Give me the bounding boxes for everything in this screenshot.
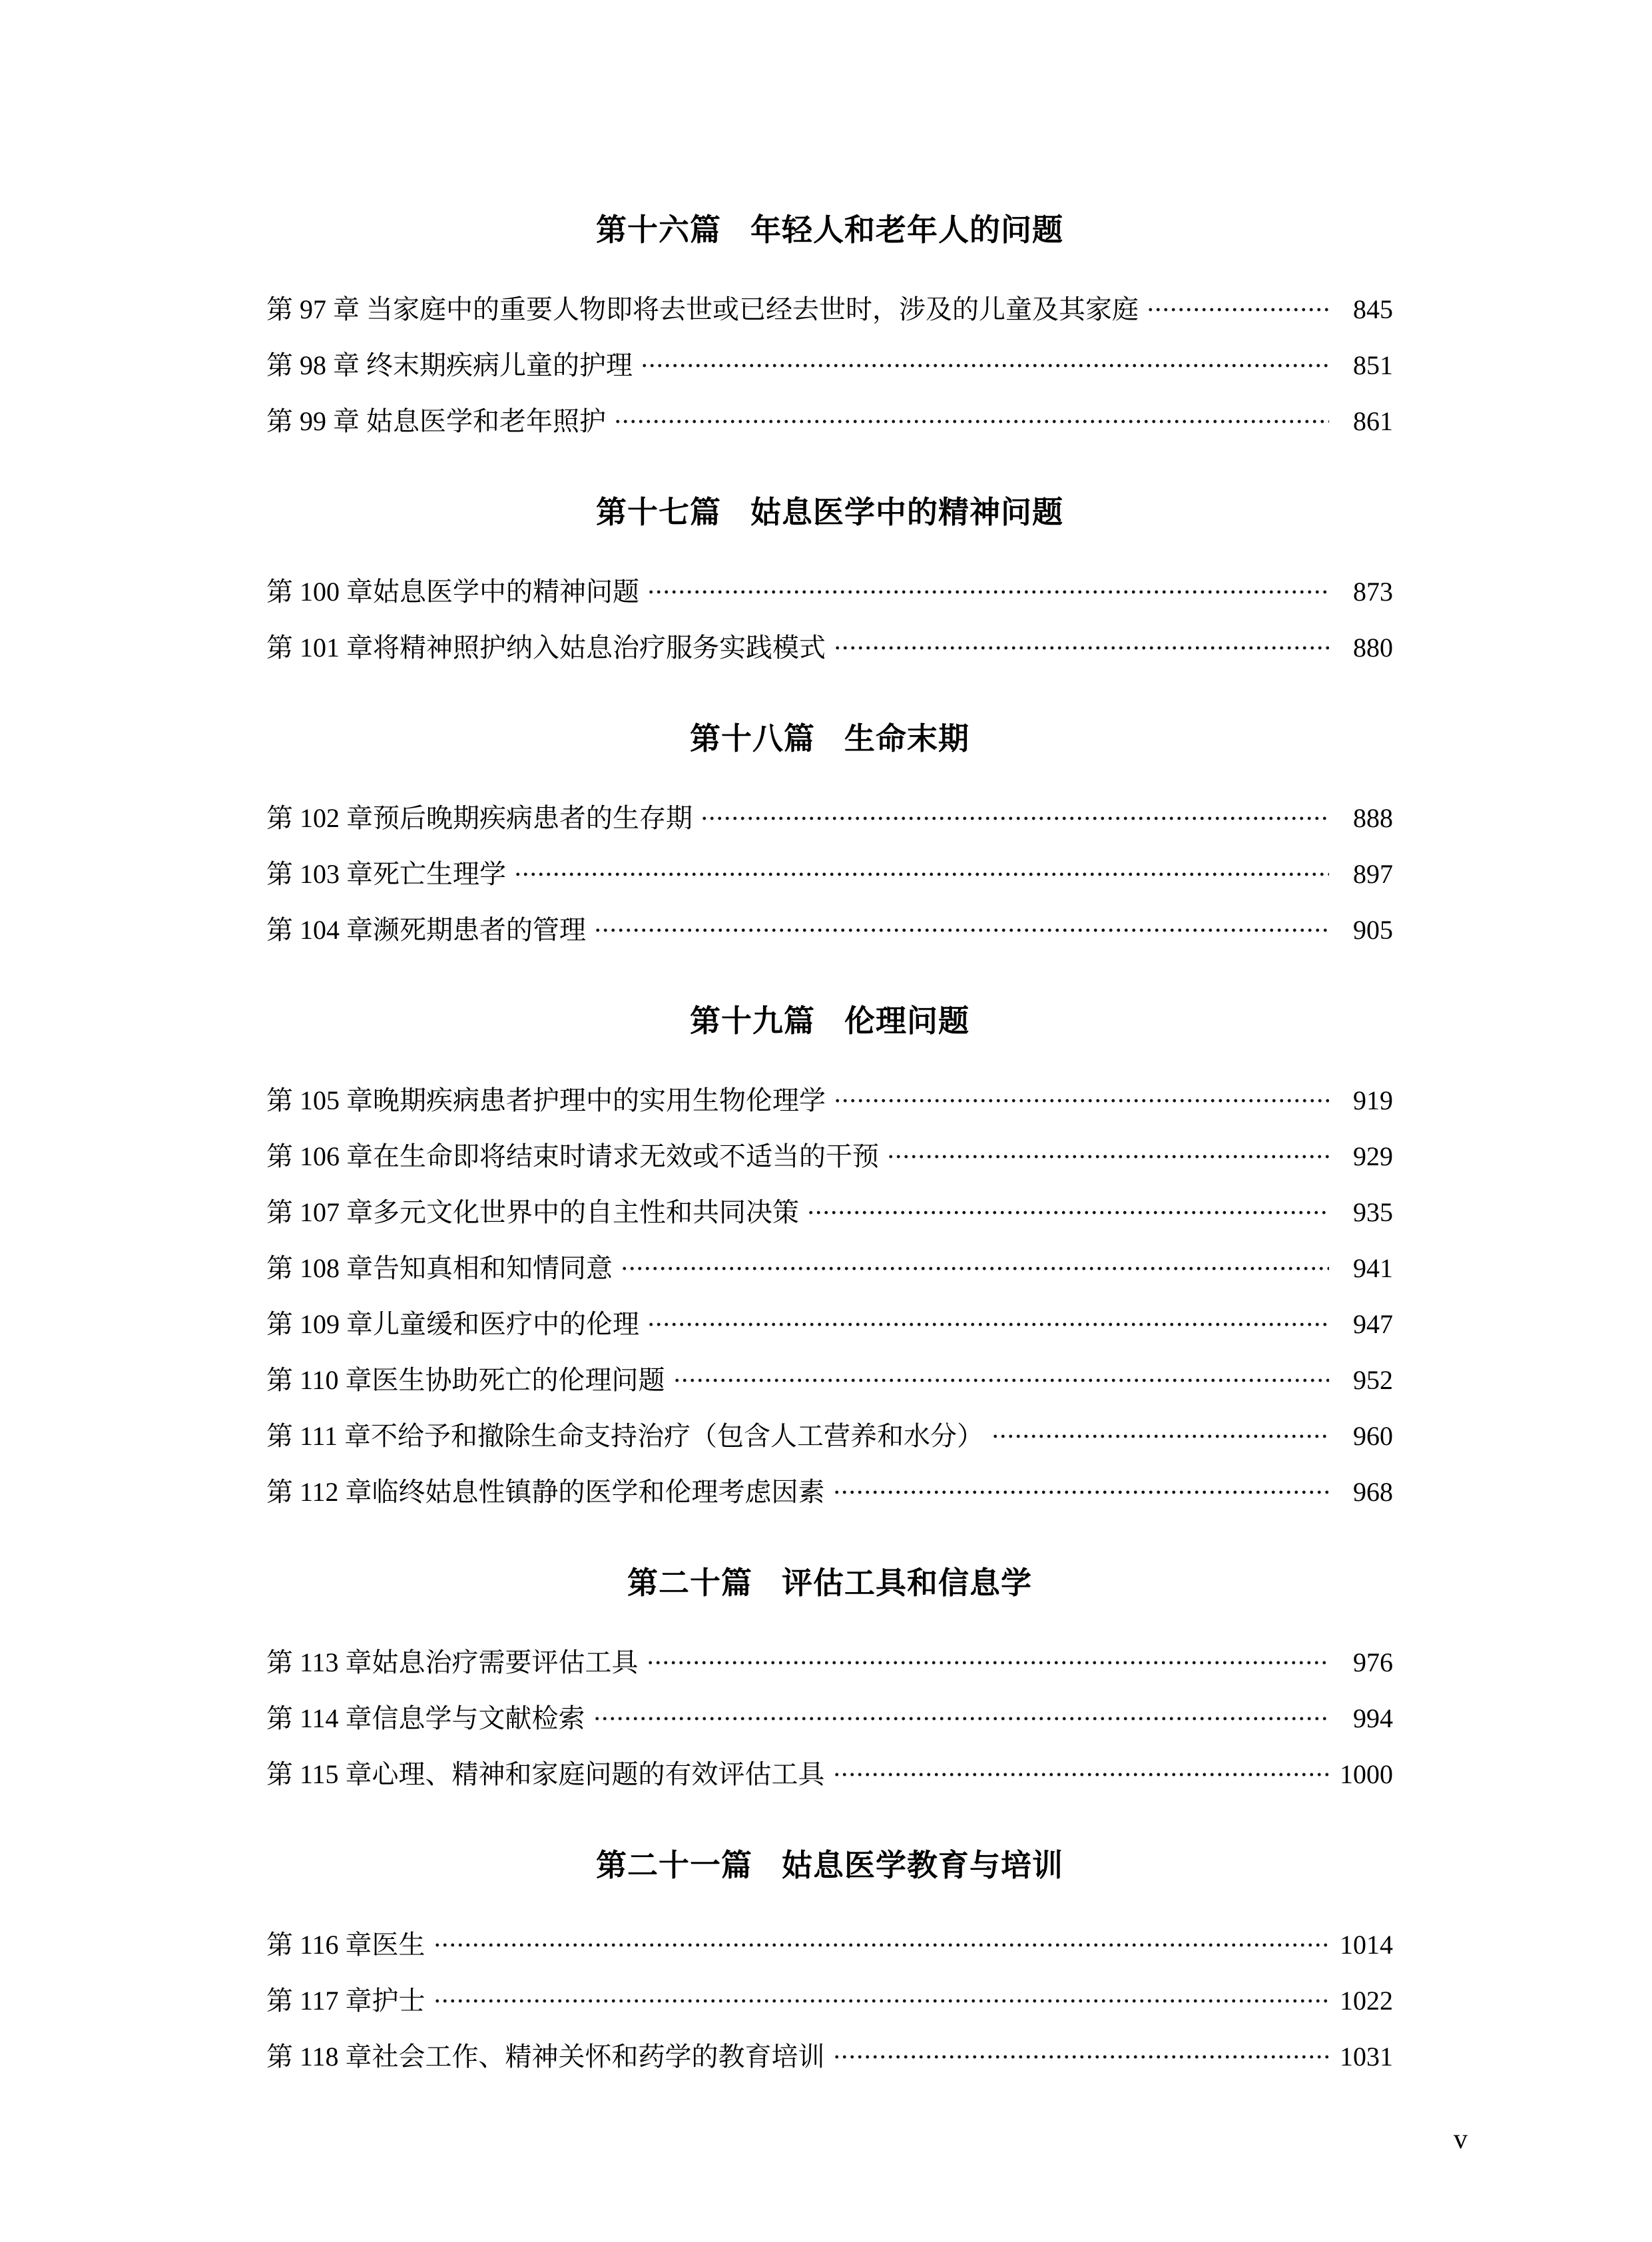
toc-entry — [266, 1691, 1393, 1747]
chapter-page-number: 1031 — [1340, 2042, 1393, 2072]
chapter-number-label: 第 99 章 — [266, 406, 360, 436]
chapter-number-label: 第 98 章 — [266, 350, 360, 380]
chapter-number-label: 第 109 章 — [266, 1309, 373, 1339]
chapter-page-number: 976 — [1353, 1647, 1393, 1677]
chapter-number-label: 第 114 章 — [266, 1703, 372, 1733]
section-part-label: 第二十篇 — [627, 1565, 752, 1600]
chapter-number-label: 第 111 章 — [266, 1421, 372, 1451]
toc-content — [266, 0, 1393, 2085]
dot-leader — [594, 917, 1329, 944]
chapter-number-label: 第 115 章 — [266, 1759, 372, 1789]
chapter-page-number: 919 — [1353, 1085, 1393, 1115]
chapter-page-number: 873 — [1353, 577, 1393, 607]
chapter-title: 信息学与文献检索 — [372, 1703, 585, 1733]
chapter-page-number: 897 — [1353, 859, 1393, 889]
toc-entry — [266, 1296, 1393, 1352]
chapter-title: 预后晚期疾病患者的生存期 — [373, 803, 692, 833]
toc-entry — [266, 2029, 1393, 2085]
chapter-title: 不给予和撤除生命支持治疗（包含人工营养和水分） — [371, 1421, 984, 1451]
chapter-title: 终末期疾病儿童的护理 — [366, 350, 633, 380]
section-title-label: 伦理问题 — [844, 1003, 969, 1038]
chapter-title: 姑息医学和老年照护 — [366, 406, 606, 436]
section-title-label: 姑息医学教育与培训 — [782, 1848, 1063, 1882]
toc-entry — [266, 902, 1393, 958]
chapter-page-number: 952 — [1353, 1365, 1393, 1395]
dot-leader — [647, 1311, 1329, 1338]
section-part-label: 第十六篇 — [596, 212, 721, 247]
chapter-title: 临终姑息性镇静的医学和伦理考虑因素 — [372, 1477, 825, 1507]
chapter-title: 晚期疾病患者护理中的实用生物伦理学 — [373, 1085, 826, 1115]
chapter-page-number: 905 — [1353, 915, 1393, 945]
chapter-number-label: 第 112 章 — [266, 1477, 372, 1507]
dot-leader — [647, 579, 1329, 605]
toc-entry — [266, 846, 1393, 902]
chapter-page-number: 941 — [1353, 1253, 1393, 1283]
toc-entry — [266, 1973, 1393, 2029]
toc-entry — [266, 790, 1393, 846]
chapter-title: 在生命即将结束时请求无效或不适当的干预 — [373, 1141, 879, 1171]
section-heading — [266, 1563, 1393, 1603]
toc-entry — [266, 1352, 1393, 1408]
chapter-number-label: 第 100 章 — [266, 577, 373, 607]
chapter-number-label: 第 117 章 — [266, 1986, 372, 2016]
toc-entry — [266, 620, 1393, 676]
dot-leader — [807, 1199, 1329, 1226]
section-part-label: 第十八篇 — [690, 721, 815, 756]
chapter-page-number: 968 — [1353, 1477, 1393, 1507]
chapter-title: 医生 — [372, 1930, 425, 1960]
chapter-number-label: 第 108 章 — [266, 1253, 373, 1283]
dot-leader — [614, 408, 1329, 435]
dot-leader — [514, 861, 1329, 888]
chapter-title: 多元文化世界中的自主性和共同决策 — [373, 1197, 799, 1227]
dot-leader — [833, 2044, 1329, 2070]
chapter-page-number: 888 — [1353, 803, 1393, 833]
chapter-title: 儿童缓和医疗中的伦理 — [373, 1309, 639, 1339]
dot-leader — [641, 352, 1329, 379]
chapter-title: 濒死期患者的管理 — [373, 915, 586, 945]
dot-leader — [833, 1479, 1329, 1506]
chapter-title: 告知真相和知情同意 — [373, 1253, 613, 1283]
chapter-page-number: 1000 — [1340, 1759, 1393, 1789]
dot-leader — [433, 1932, 1329, 1958]
section-heading — [266, 210, 1393, 250]
section-heading — [266, 1001, 1393, 1041]
chapter-page-number: 960 — [1353, 1421, 1393, 1451]
toc-entry — [266, 1635, 1393, 1691]
chapter-number-label: 第 118 章 — [266, 2042, 372, 2072]
dot-leader — [991, 1423, 1329, 1450]
dot-leader — [621, 1255, 1329, 1282]
toc-entry — [266, 1185, 1393, 1241]
toc-entry — [266, 1129, 1393, 1185]
toc-entry — [266, 1241, 1393, 1296]
dot-leader — [593, 1705, 1329, 1732]
section-title-label: 生命末期 — [844, 721, 969, 756]
dot-leader — [833, 1761, 1329, 1788]
toc-entry — [266, 394, 1393, 449]
chapter-page-number: 851 — [1353, 350, 1393, 380]
chapter-number-label: 第 106 章 — [266, 1141, 373, 1171]
chapter-page-number: 880 — [1353, 633, 1393, 663]
section-part-label: 第十九篇 — [690, 1003, 815, 1038]
chapter-number-label: 第 116 章 — [266, 1930, 372, 1960]
toc-entry — [266, 1073, 1393, 1129]
dot-leader — [673, 1367, 1329, 1394]
chapter-title: 护士 — [372, 1986, 425, 2016]
section-heading — [266, 718, 1393, 758]
toc-entry — [266, 1917, 1393, 1973]
chapter-number-label: 第 101 章 — [266, 633, 373, 663]
chapter-title: 姑息治疗需要评估工具 — [372, 1647, 639, 1677]
toc-entry — [266, 338, 1393, 394]
section-part-label: 第二十一篇 — [596, 1848, 752, 1882]
dot-leader — [1147, 296, 1329, 323]
chapter-page-number: 929 — [1353, 1141, 1393, 1171]
chapter-page-number: 1022 — [1340, 1986, 1393, 2016]
toc-entry — [266, 282, 1393, 338]
chapter-title: 医生协助死亡的伦理问题 — [372, 1365, 665, 1395]
section-heading — [266, 1845, 1393, 1885]
section-title-label: 姑息医学中的精神问题 — [750, 495, 1063, 529]
footer-page-number: v — [1454, 2124, 1468, 2155]
chapter-title: 社会工作、精神关怀和药学的教育培训 — [372, 2042, 825, 2072]
chapter-number-label: 第 105 章 — [266, 1085, 373, 1115]
chapter-page-number: 994 — [1353, 1703, 1393, 1733]
chapter-title: 当家庭中的重要人物即将去世或已经去世时，涉及的儿童及其家庭 — [366, 294, 1139, 324]
toc-entry — [266, 1464, 1393, 1520]
dot-leader — [433, 1988, 1329, 2014]
dot-leader — [834, 635, 1329, 661]
chapter-number-label: 第 103 章 — [266, 859, 373, 889]
dot-leader — [834, 1087, 1329, 1114]
chapter-number-label: 第 110 章 — [266, 1365, 372, 1395]
section-part-label: 第十七篇 — [596, 495, 721, 529]
dot-leader — [700, 805, 1329, 832]
chapter-number-label: 第 102 章 — [266, 803, 373, 833]
chapter-page-number: 1014 — [1340, 1930, 1393, 1960]
chapter-number-label: 第 113 章 — [266, 1647, 372, 1677]
toc-entry — [266, 1747, 1393, 1803]
chapter-page-number: 935 — [1353, 1197, 1393, 1227]
chapter-title: 死亡生理学 — [373, 859, 506, 889]
section-title-label: 评估工具和信息学 — [782, 1565, 1032, 1600]
dot-leader — [647, 1649, 1329, 1676]
section-title-label: 年轻人和老年人的问题 — [750, 212, 1063, 247]
chapter-title: 姑息医学中的精神问题 — [373, 577, 639, 607]
chapter-number-label: 第 107 章 — [266, 1197, 373, 1227]
section-heading — [266, 492, 1393, 532]
dot-leader — [887, 1143, 1329, 1170]
chapter-page-number: 861 — [1353, 406, 1393, 436]
toc-entry — [266, 564, 1393, 620]
chapter-number-label: 第 104 章 — [266, 915, 373, 945]
chapter-title: 心理、精神和家庭问题的有效评估工具 — [372, 1759, 825, 1789]
chapter-page-number: 947 — [1353, 1309, 1393, 1339]
chapter-number-label: 第 97 章 — [266, 294, 360, 324]
toc-entry — [266, 1408, 1393, 1464]
chapter-title: 将精神照护纳入姑息治疗服务实践模式 — [373, 633, 826, 663]
chapter-page-number: 845 — [1353, 294, 1393, 324]
